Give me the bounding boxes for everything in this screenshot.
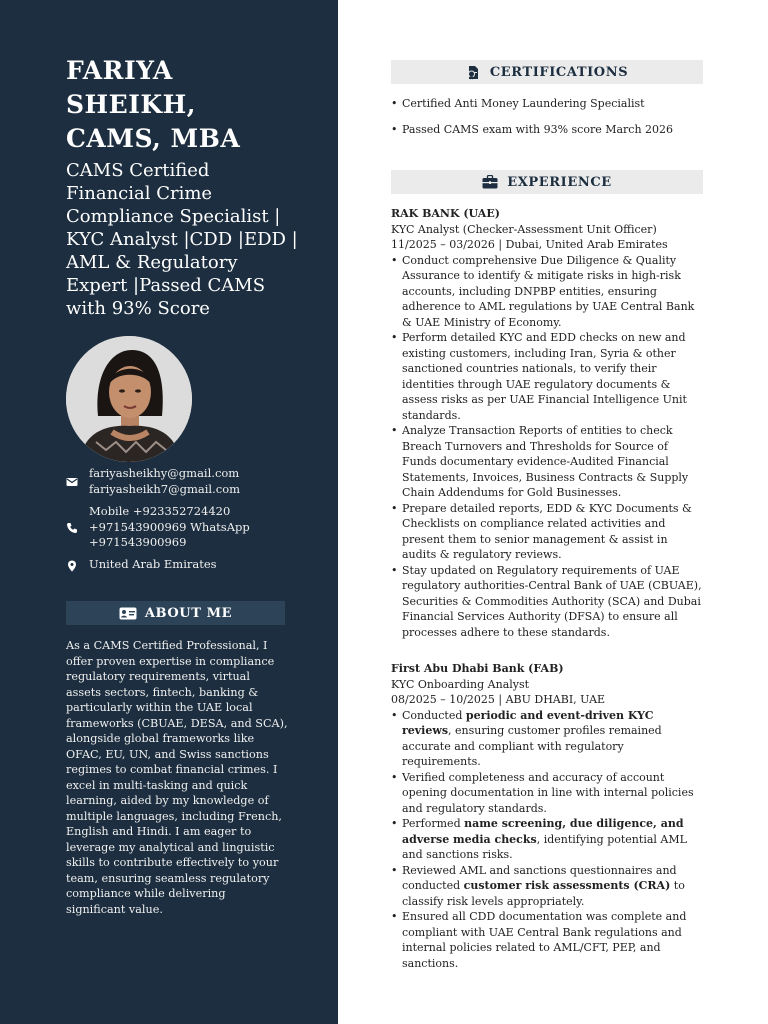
job-bullet: • Ensured all CDD documentation was complete and compliant with UAE Central Bank regulations and internal policies related to AML/CFT, PEP, and sanctions.: [391, 909, 705, 971]
portrait-image: [66, 336, 192, 462]
job-role: KYC Onboarding Analyst: [391, 677, 530, 691]
job-bullet: • Verified completeness and accuracy of account opening documentation in line with internal policies and regulatory standards.: [391, 770, 705, 817]
location-pin-icon: [66, 560, 78, 572]
job-period: 11/2025 – 03/2026 | Dubai, United Arab Emirates: [391, 238, 668, 251]
job-bullet: • Perform detailed KYC and EDD checks on new and existing customers, including Iran, Syria & other sanctioned countries nationals, to verify their identities through UAE regulatory documents & assess risks as per UAE Financial Intelligence Unit standards.: [391, 330, 705, 423]
job-period: 08/2025 – 10/2025 | ABU DHABI, UAE: [391, 693, 606, 706]
id-card-icon: [119, 607, 137, 620]
job-bullet: • Performed name screening, due diligence, and adverse media checks, identifying potential AML and sanctions risks.: [391, 816, 705, 863]
job-bullets: [391, 253, 705, 641]
job-bullet: • Analyze Transaction Reports of entities to check Breach Turnovers and Thresholds for Source of Funds documentary evidence-Audited Financial Statements, Invoices, Business Contracts & Supply Chain Addendums for Gold Businesses.: [391, 423, 705, 501]
email-primary[interactable]: fariyasheikhy@gmail.com: [89, 466, 240, 480]
candidate-name: [66, 54, 316, 156]
certifications-heading: [391, 60, 703, 84]
job-bullet: • Stay updated on Regulatory requirements of UAE regulatory authorities-Central Bank of UAE (CBUAE), Securities & Commodities Authority (SCA) and Dubai Financial Services Authority (DFSA) to ensure all processes adhere to these standards.: [391, 563, 705, 641]
job-bullet: • Conducted periodic and event-driven KYC reviews, ensuring customer profiles remained accurate and compliant with regulatory requirements.: [391, 708, 705, 770]
location-block: [66, 557, 316, 575]
name-line: FARIYA: [66, 56, 173, 85]
name-line: CAMS, MBA: [66, 124, 241, 153]
bold-phrase: name screening, due diligence, and adverse media checks: [402, 817, 684, 846]
about-heading-label: ABOUT ME: [144, 605, 233, 621]
job-bullets: [391, 708, 705, 972]
job-role: KYC Analyst (Checker-Assessment Unit Officer): [391, 222, 657, 236]
job-bullet: • Reviewed AML and sanctions questionnaires and conducted customer risk assessments (CRA) to classify risk levels appropriately.: [391, 863, 705, 910]
about-heading: [66, 601, 285, 625]
headline: CAMS Certified Financial Crime Compliance Specialist | KYC Analyst |CDD |EDD | AML & Regulatory Expert |Passed CAMS with 93% Score: [66, 160, 298, 319]
job-bullet: • Prepare detailed reports, EDD & KYC Documents & Checklists on compliance related activities and present them to senior management & assist in audits & regulatory reviews.: [391, 501, 705, 563]
job-company: First Abu Dhabi Bank (FAB): [391, 662, 564, 675]
certification-item: • Passed CAMS exam with 93% score March 2026: [391, 122, 703, 138]
phone-uae[interactable]: +971543900969: [89, 535, 187, 549]
profile-photo: [66, 336, 192, 462]
email-block: [66, 466, 316, 498]
sidebar: [0, 0, 338, 1024]
job-company: RAK BANK (UAE): [391, 207, 500, 220]
phone-block: [66, 504, 316, 552]
phone-mobile[interactable]: Mobile +923352724420: [89, 504, 231, 518]
certifications-heading-label: CERTIFICATIONS: [489, 64, 629, 80]
certificate-icon: [466, 65, 481, 80]
job-entry: [391, 206, 705, 640]
experience-heading-label: EXPERIENCE: [507, 174, 612, 190]
job-bullet: • Conduct comprehensive Due Diligence & Quality Assurance to identify & mitigate risks in high-risk accounts, including DNPBP entities, ensuring adherence to AML regulations by UAE Central Bank & UAE Ministry of Economy.: [391, 253, 705, 331]
certifications-list: [391, 96, 703, 148]
bold-phrase: periodic and event-driven KYC reviews: [402, 708, 654, 737]
location-text: United Arab Emirates: [89, 557, 217, 571]
mail-icon: [66, 476, 78, 488]
email-secondary[interactable]: fariyasheikh7@gmail.com: [89, 481, 241, 496]
about-text: As a CAMS Certified Professional, I offer proven expertise in compliance regulatory requirements, virtual assets sectors, fintech, banking & particularly within the UAE local frameworks (CBUAE, DESA, and SCA), alongside global frameworks like OFAC, EU, UN, and Swiss sanctions regimes to combat financial crimes. I excel in multi-tasking and quick learning, aided by my knowledge of multiple languages, including French, English and Hindi. I am eager to leverage my analytical and linguistic skills to contribute effectively to your team, ensuring seamless regulatory compliance while delivering significant value.: [66, 639, 288, 916]
experience-heading: [391, 170, 703, 194]
briefcase-icon: [482, 175, 498, 189]
name-line: SHEIKH,: [66, 90, 196, 119]
certification-item: • Certified Anti Money Laundering Specialist: [391, 96, 703, 112]
job-entry: [391, 661, 705, 971]
bold-phrase: customer risk assessments (CRA): [463, 879, 671, 892]
phone-icon: [66, 522, 78, 534]
phone-whatsapp[interactable]: +971543900969 WhatsApp: [89, 519, 250, 534]
